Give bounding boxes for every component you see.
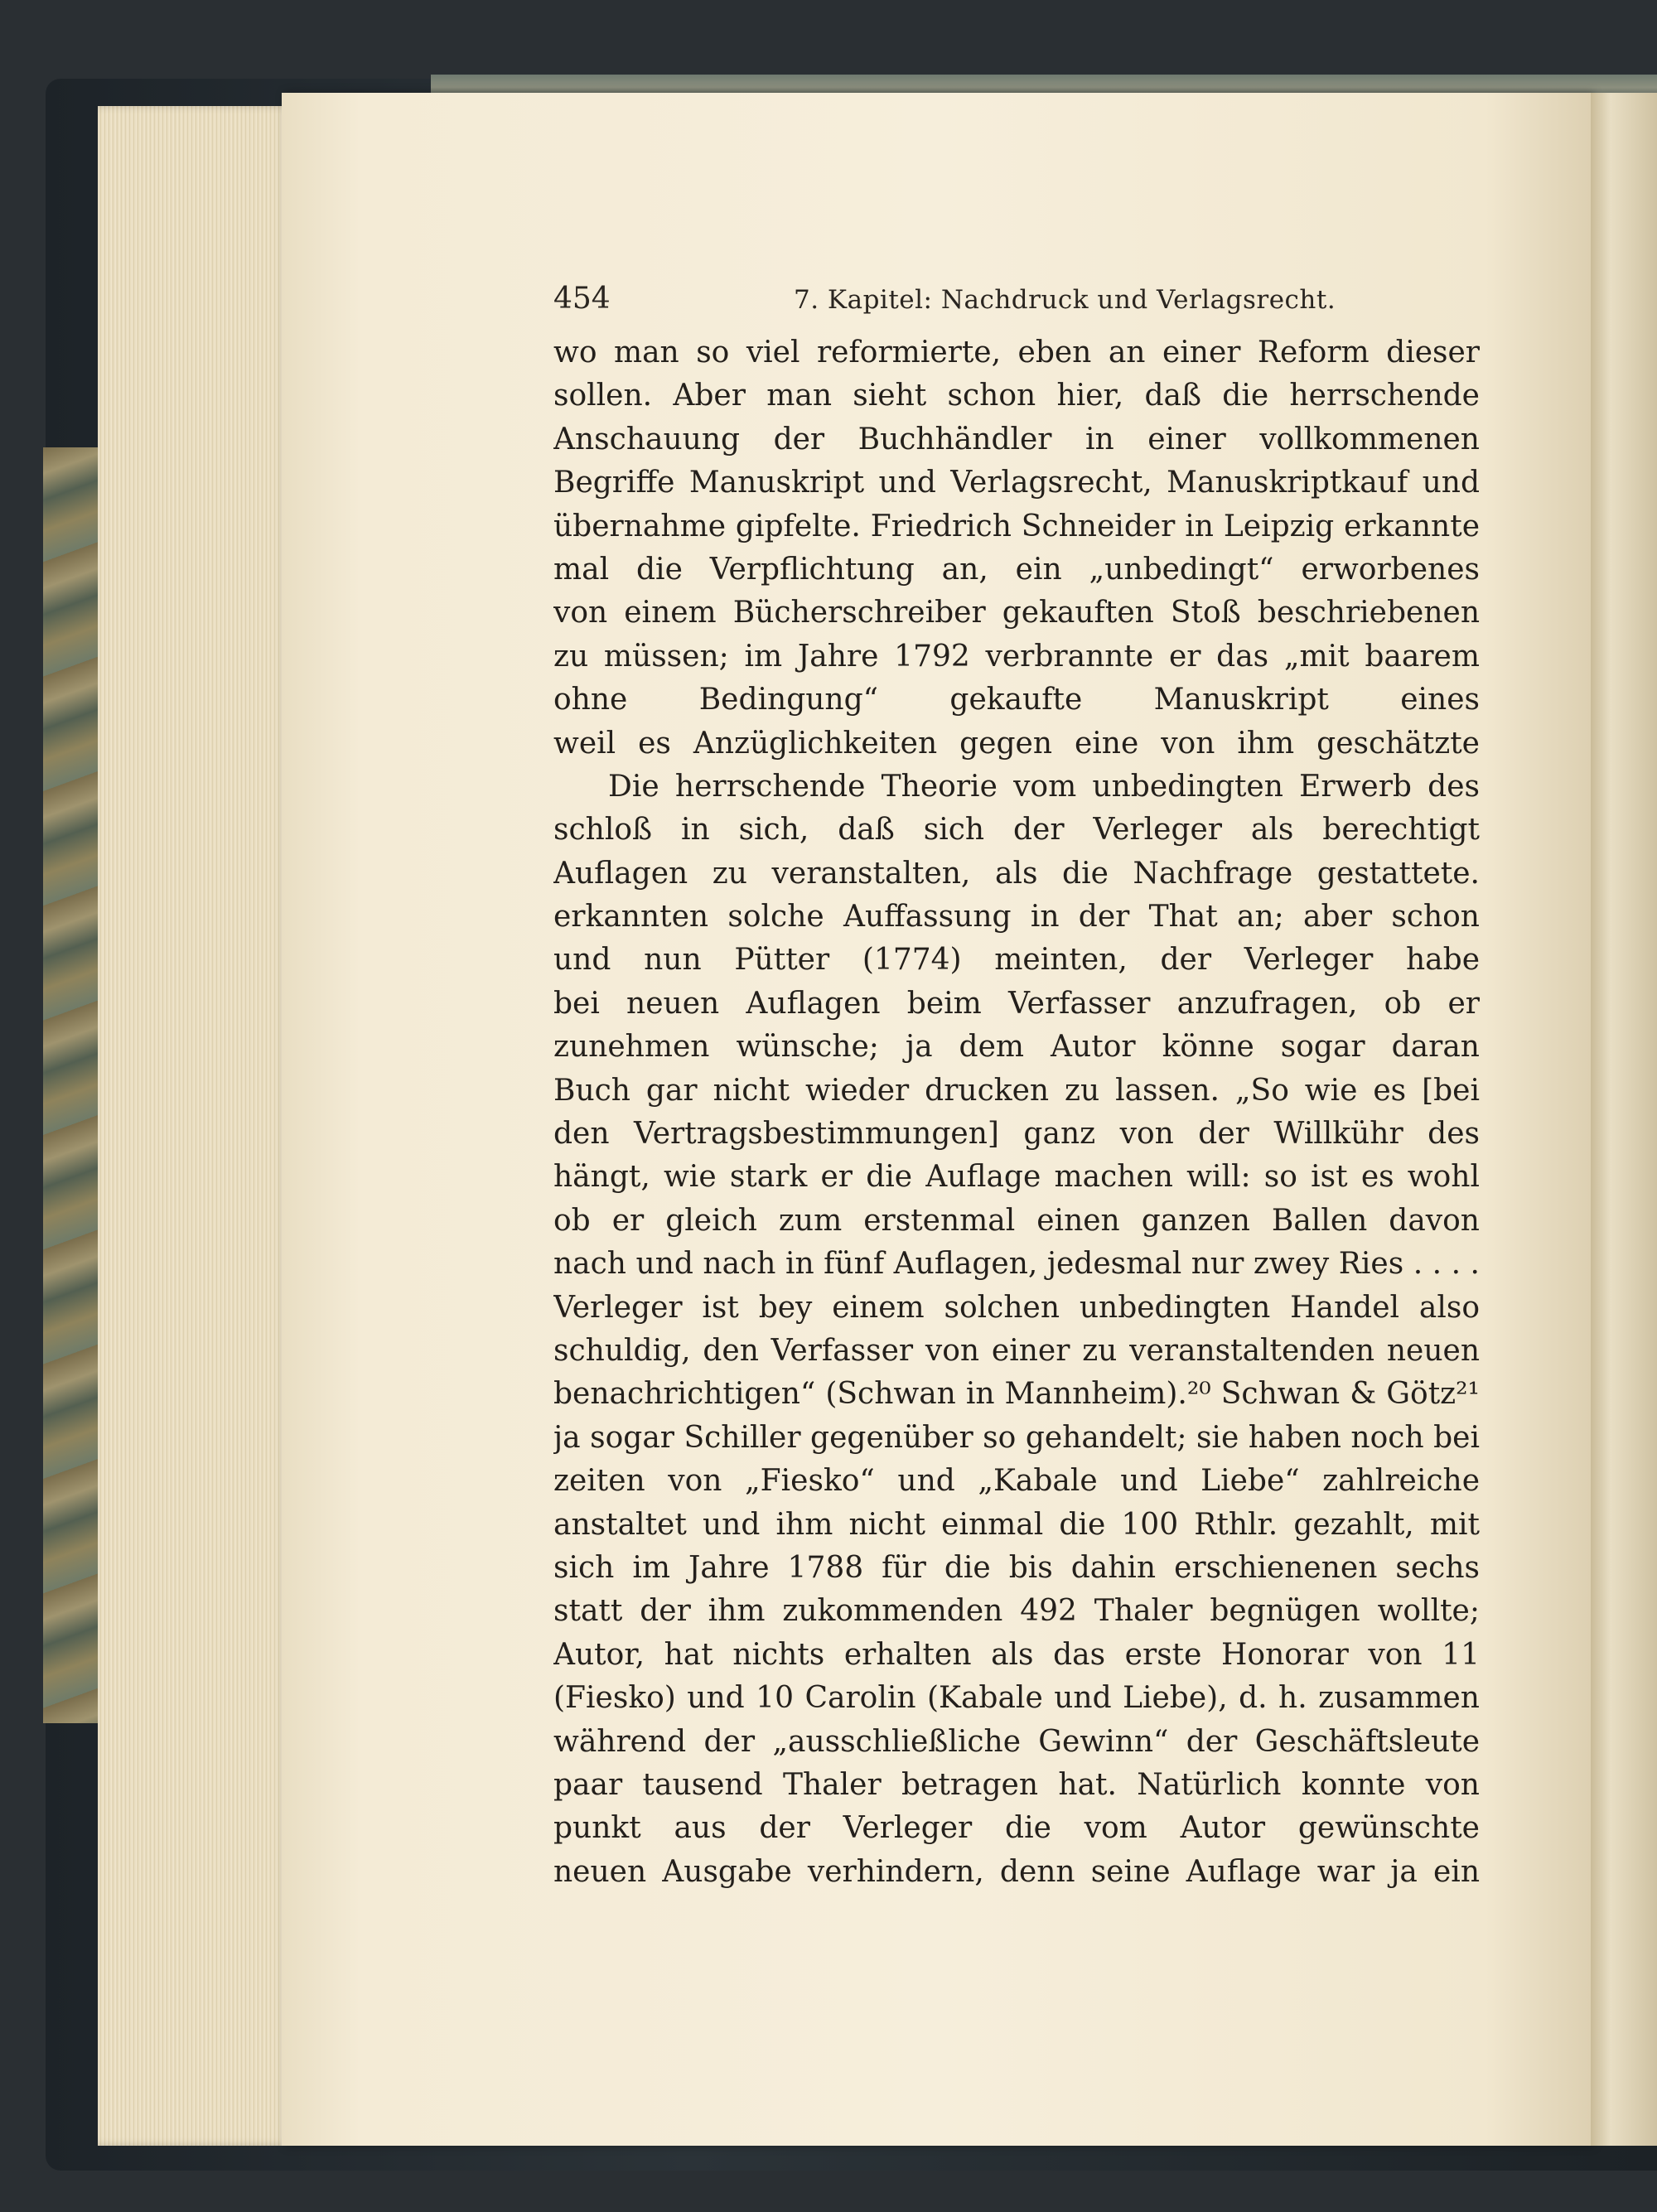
text-line: zeiten von „Fiesko“ und „Kabale und Liebe“ zahlreiche [553, 1464, 1480, 1499]
text-line: Autor, hat nichts erhalten als das erste Honorar von 11 [553, 1637, 1480, 1672]
text-line: bei neuen Auflagen beim Verfasser anzufragen, ob er [553, 986, 1480, 1021]
text-line: den Vertragsbestimmungen] ganz von der Willkühr des [553, 1117, 1480, 1152]
text-line: (Fiesko) und 10 Carolin (Kabale und Liebe), d. h. zusammen [553, 1681, 1480, 1716]
text-line: Buch gar nicht wieder drucken zu lassen. „So wie es [bei [553, 1073, 1480, 1108]
text-line: nach und nach in fünf Auflagen, jedesmal nur zwey Ries . . . . [553, 1247, 1480, 1282]
text-line: weil es Anzüglichkeiten gegen eine von ihm geschätzte [553, 726, 1480, 761]
running-head: 7. Kapitel: Nachdruck und Verlagsrecht. [794, 285, 1336, 315]
text-line: sich im Jahre 1788 für die bis dahin erschienenen sechs [553, 1550, 1480, 1585]
text-line: mal die Verpflichtung an, ein „unbedingt“ erworbenes [553, 552, 1480, 587]
page-header [553, 282, 1481, 318]
text-line: sollen. Aber man sieht schon hier, daß die herrschende [553, 379, 1480, 413]
facing-page-edge [1591, 93, 1657, 2146]
text-line: während der „ausschließliche Gewinn“ der Geschäftsleute [553, 1724, 1480, 1759]
page-block-edges [98, 106, 295, 2146]
text-line: schuldig, den Verfasser von einer zu veranstaltenden neuen [553, 1333, 1480, 1368]
text-line: Anschauung der Buchhändler in einer vollkommenen [553, 422, 1480, 456]
text-line: anstaltet und ihm nicht einmal die 100 Rthlr. gezahlt, mit [553, 1507, 1480, 1542]
page-number: 454 [553, 282, 611, 316]
text-line: paar tausend Thaler betragen hat. Natürlich konnte von [553, 1767, 1480, 1802]
text-line: statt der ihm zukommenden 492 Thaler begnügen wollte; [553, 1594, 1480, 1629]
text-line: erkannten solche Auffassung in der That an; aber schon [553, 900, 1480, 935]
text-line: Die herrschende Theorie vom unbedingten Erwerb des [608, 769, 1480, 804]
marbled-endpaper [43, 447, 99, 1723]
text-line: von einem Bücherschreiber gekauften Stoß beschriebenen [553, 596, 1480, 630]
text-line: übernahme gipfelte. Friedrich Schneider in Leipzig erkannte [553, 509, 1480, 543]
body-text [553, 331, 1480, 1894]
text-line: wo man so viel reformierte, eben an einer Reform dieser [553, 336, 1480, 369]
text-line: zunehmen wünsche; ja dem Autor könne sogar daran [553, 1030, 1480, 1065]
text-line: benachrichtigen“ (Schwan in Mannheim).²⁰ Schwan & Götz²¹ [553, 1377, 1480, 1412]
text-line: und nun Pütter (1774) meinten, der Verleger habe [553, 943, 1480, 978]
text-line: Verleger ist bey einem solchen unbedingten Handel also [553, 1290, 1480, 1325]
text-line: neuen Ausgabe verhindern, denn seine Auflage war ja ein [553, 1854, 1480, 1889]
text-line: ohne Bedingung“ gekaufte Manuskript eines [553, 683, 1480, 717]
text-line: Auflagen zu veranstalten, als die Nachfrage gestattete. [553, 856, 1480, 891]
text-line: hängt, wie stark er die Auflage machen will: so ist es wohl [553, 1160, 1480, 1195]
text-line: ja sogar Schiller gegenüber so gehandelt; sie haben noch bei [553, 1420, 1480, 1455]
text-line: Begriffe Manuskript und Verlagsrecht, Manuskriptkauf und [553, 466, 1480, 500]
text-line: schloß in sich, daß sich der Verleger als berechtigt [553, 813, 1480, 848]
text-line: punkt aus der Verleger die vom Autor gewünschte [553, 1811, 1480, 1846]
text-line: ob er gleich zum erstenmal einen ganzen Ballen davon [553, 1203, 1480, 1238]
text-line: zu müssen; im Jahre 1792 verbrannte er das „mit baarem [553, 639, 1480, 674]
